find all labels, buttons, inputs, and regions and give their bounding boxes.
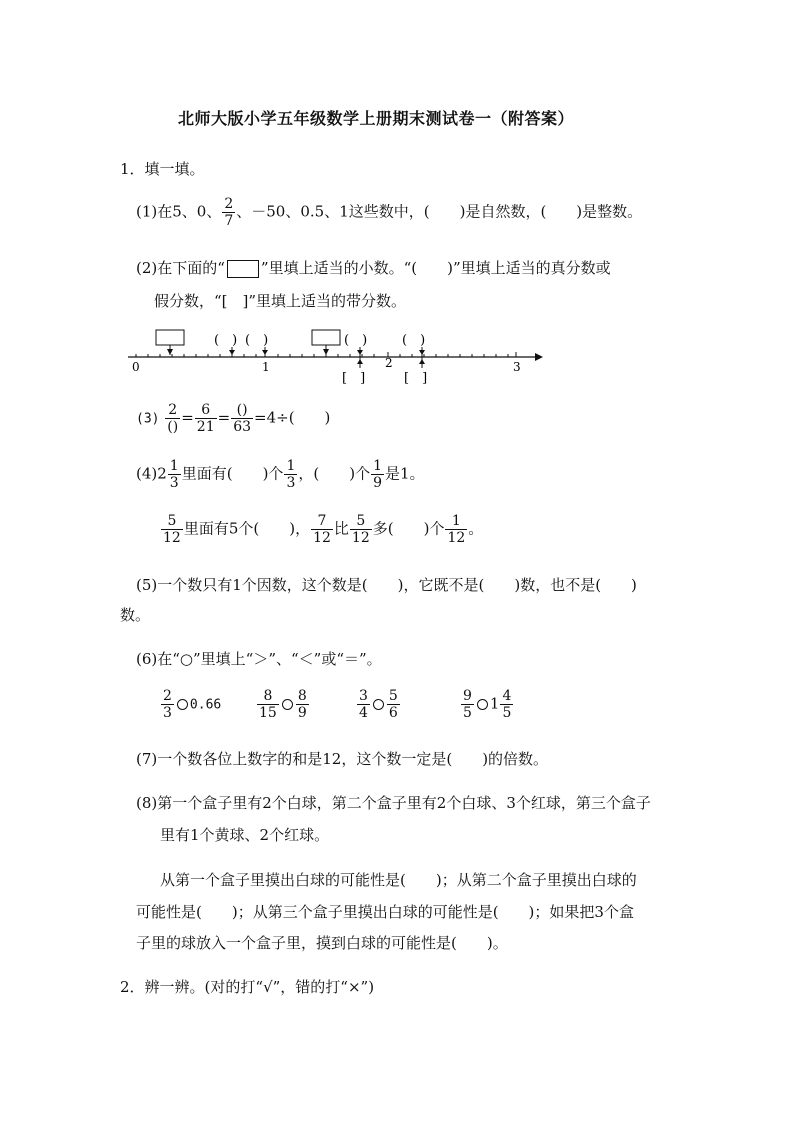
compare-circle [282, 699, 293, 710]
compare-4: $\frac{9}{5}$ 1 $\frac{4}{5}$ [463, 688, 512, 721]
svg-text:[ ]: [ ] [404, 371, 428, 386]
compare-1: $\frac{2}{3}$ 0.66 [163, 688, 222, 721]
question-1-7: (7)一个数各位上数字的和是12，这个数一定是( )的倍数。 [136, 750, 549, 768]
answer-box [312, 330, 340, 345]
question-1-8-line5: 子里的球放入一个盒子里，摸到白球的可能性是( )。 [136, 934, 508, 952]
compare-3: $\frac{3}{4}$ $\frac{5}{6}$ [359, 688, 398, 721]
svg-text:1: 1 [262, 360, 270, 374]
question-1-6: (6)在“○”里填上“＞”、“＜”或“＝”。 [136, 650, 382, 668]
question-1-2-cont: 假分数，“[ ]”里填上适当的带分数。 [154, 292, 407, 310]
answer-box [227, 260, 259, 278]
answer-box [156, 330, 184, 345]
compare-2: $\frac{8}{15}$ $\frac{8}{9}$ [259, 688, 307, 721]
question-1-2: (2)在下面的“ ”里填上适当的小数。“( )”里填上适当的真分数或 [136, 259, 611, 277]
question-1-3: (3) $\frac{2}{()}$ = $\frac{6}{21}$ = $\frac{()}{63}$ =4÷( ) [136, 402, 331, 435]
question-1-4-b: $\frac{5}{12}$ 里面有5个( )， $\frac{7}{12}$ 比 $\frac{5}{12}$ 多( )个 $\frac{1}{12}$ 。 [163, 513, 484, 546]
compare-circle [373, 699, 384, 710]
svg-text:( ): ( ) [245, 333, 269, 348]
question-1-8-line4: 可能性是( )；从第三个盒子里摸出白球的可能性是( )；如果把3个盒 [136, 903, 634, 921]
section-1-heading: 1．填一填。 [120, 160, 205, 178]
compare-circle [477, 699, 488, 710]
arrow-head [535, 353, 543, 361]
question-1-5: (5)一个数只有1个因数，这个数是( )，它既不是( )数，也不是( ) [136, 576, 637, 594]
question-1-4: (4)2 $\frac{1}{3}$ 里面有( )个 $\frac{1}{3}$ ，( )个 $\frac{1}{9}$ 是1。 [136, 458, 425, 491]
page-title: 北师大版小学五年级数学上册期末测试卷一（附答案） [178, 109, 575, 128]
svg-text:( ): ( ) [214, 333, 238, 348]
compare-circle [177, 699, 188, 710]
question-1-8-line3: 从第一个盒子里摸出白球的可能性是( )；从第二个盒子里摸出白球的 [160, 871, 637, 889]
svg-text:0: 0 [132, 360, 140, 374]
section-2-heading: 2．辨一辨。(对的打“√”，错的打“×”) [120, 978, 375, 996]
question-1-1: (1)在5、0、 $\frac{2}{7}$ 、－50、0.5、1这些数中，( )是自然数，( )是整数。 [136, 196, 643, 229]
question-1-8-line2: 里有1个黄球、2个红球。 [160, 826, 330, 844]
svg-text:3: 3 [513, 360, 521, 374]
question-1-8: (8)第一个盒子里有2个白球，第二个盒子里有2个白球、3个红球，第三个盒子 [136, 794, 651, 812]
svg-text:( ): ( ) [402, 333, 426, 348]
fraction: $\frac{2}{7}$ [224, 196, 234, 229]
svg-text:[ ]: [ ] [342, 371, 366, 386]
number-line [120, 322, 550, 392]
svg-text:( ): ( ) [344, 333, 368, 348]
svg-text:2: 2 [385, 356, 393, 370]
question-1-5-cont: 数。 [120, 606, 151, 624]
